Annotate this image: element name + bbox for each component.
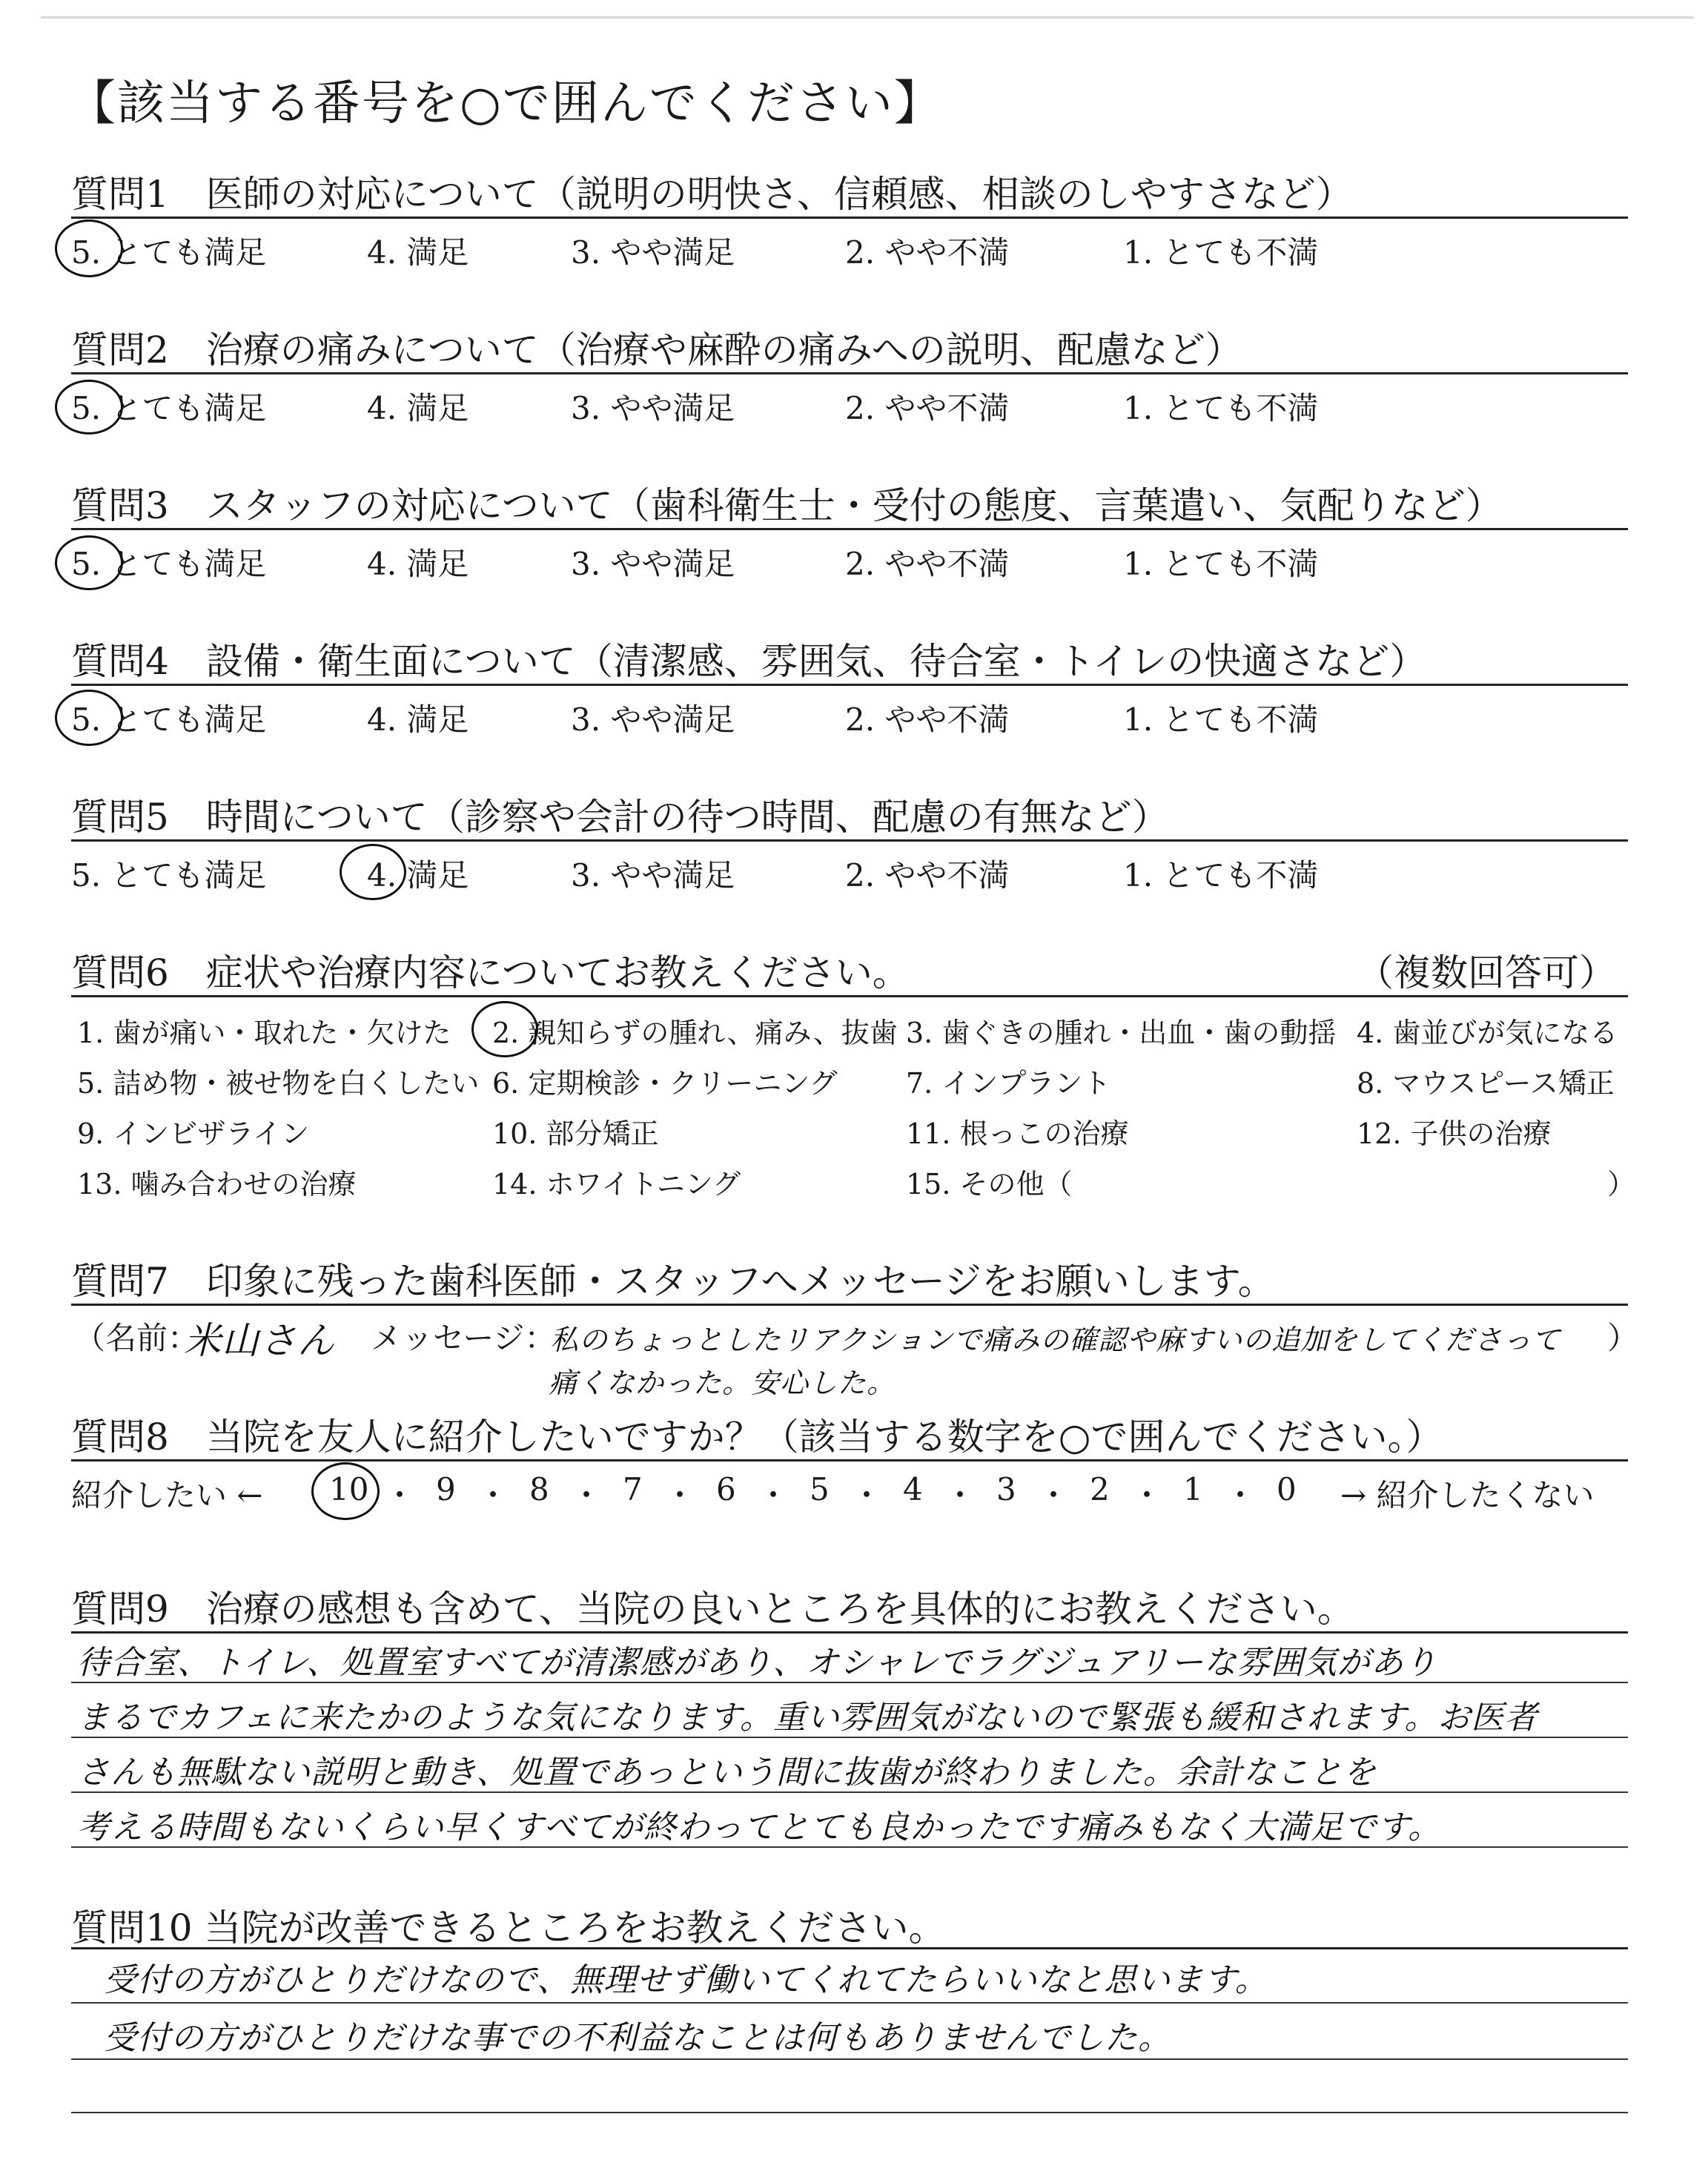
q5-option-3[interactable]: 3. やや満足 [571,857,735,894]
q6-option-10[interactable]: 10. 部分矯正 [492,1117,659,1150]
q9-rule [71,1631,1628,1634]
q1-option-1[interactable]: 1. とても不満 [1123,234,1319,271]
q4-option-4[interactable]: 4. 満足 [367,701,469,738]
q6-title: 質問6 症状や治療内容についてお教えください。 [71,951,910,994]
q5-option-5[interactable]: 5. とても満足 [71,857,267,894]
q8-separator: ・ [384,1477,416,1513]
q7-message-line-2[interactable]: 痛くなかった。安心した。 [549,1367,896,1399]
q8-score-3[interactable]: 3 [996,1471,1016,1507]
q3-option-4[interactable]: 4. 満足 [367,546,469,582]
q9-title: 質問9 治療の感想も含めて、当院の良いところを具体的にお教えください。 [71,1588,1354,1631]
q6-selection-circle [471,1001,538,1057]
page-header: 【該当する番号を○で囲んでください】 [68,76,943,131]
q1-rule [71,217,1628,219]
q8-right-label: → 紹介したくない [1340,1477,1595,1513]
q5-option-4[interactable]: 4. 満足 [367,857,469,894]
q8-separator: ・ [851,1477,883,1513]
q8-score-6[interactable]: 6 [716,1471,736,1507]
q10-answer-line-1[interactable]: 受付の方がひとりだけなので、無理せず働いてくれてたらいいなと思います。 [104,1961,1268,1999]
q3-option-2[interactable]: 2. やや不満 [845,546,1010,582]
q6-option-2[interactable]: 2. 親知らずの腫れ、痛み、抜歯 [492,1017,898,1049]
q6-option-8[interactable]: 8. マウスピース矯正 [1357,1067,1615,1100]
q5-rule [71,839,1628,842]
q6-option-3[interactable]: 3. 歯ぐきの腫れ・出血・歯の動揺 [906,1017,1337,1049]
q6-note: （複数回答可） [1357,951,1616,994]
q9-answer-rule [71,1737,1628,1738]
q8-score-2[interactable]: 2 [1090,1471,1110,1507]
q5-option-2[interactable]: 2. やや不満 [845,857,1010,894]
q8-title: 質問8 当院を友人に紹介したいですか？（該当する数字を○で囲んでください。） [71,1416,1443,1459]
q3-option-3[interactable]: 3. やや満足 [571,546,735,582]
q4-option-5[interactable]: 5. とても満足 [71,701,267,738]
q8-separator: ・ [477,1477,509,1513]
q10-answer-rule [71,2002,1628,2004]
q8-score-5[interactable]: 5 [810,1471,830,1507]
q3-option-1[interactable]: 1. とても不満 [1123,546,1319,582]
q4-option-1[interactable]: 1. とても不満 [1123,701,1319,738]
q2-rule [71,372,1628,374]
q6-option-15[interactable]: 15. その他（ [906,1168,1073,1200]
q7-title: 質問7 印象に残った歯科医師・スタッフへメッセージをお願いします。 [71,1260,1275,1303]
q6-option-9[interactable]: 9. インビザライン [77,1117,310,1150]
q7-message-line-1[interactable]: 私のちょっとしたリアクションで痛みの確認や麻すいの追加をしてくださって [550,1324,1561,1356]
q2-option-4[interactable]: 4. 満足 [367,390,469,426]
q10-answer-line-2[interactable]: 受付の方がひとりだけな事での不利益なことは何もありませんでした。 [104,2019,1171,2057]
q9-answer-line-4[interactable]: 考える時間もないくらい早くすべてが終わってとても良かったです痛みもなく大満足です。 [77,1809,1442,1846]
q8-score-0[interactable]: 0 [1277,1471,1297,1507]
q5-selection-circle [340,844,406,900]
q1-selection-circle [55,219,123,277]
q9-answer-rule [71,1791,1628,1793]
q6-option-11[interactable]: 11. 根っこの治療 [906,1117,1129,1150]
q2-selection-circle [55,380,123,435]
q3-selection-circle [55,535,123,590]
q3-title: 質問3 スタッフの対応について（歯科衛生士・受付の態度、言葉遣い、気配りなど） [71,484,1503,527]
q10-title: 質問10 当院が改善できるところをお教えください。 [71,1906,946,1949]
q6-option-5[interactable]: 5. 詰め物・被せ物を白くしたい [77,1067,480,1100]
q2-option-2[interactable]: 2. やや不満 [845,390,1010,426]
q4-option-2[interactable]: 2. やや不満 [845,701,1010,738]
q3-option-5[interactable]: 5. とても満足 [71,546,267,582]
q8-score-7[interactable]: 7 [623,1471,643,1507]
q2-option-5[interactable]: 5. とても満足 [71,390,267,426]
q7-rule [71,1304,1628,1306]
q4-title: 質問4 設備・衛生面について（清潔感、雰囲気、待合室・トイレの快適さなど） [71,640,1427,683]
q6-option-6[interactable]: 6. 定期検診・クリーニング [492,1067,838,1100]
q8-selection-circle [311,1462,380,1520]
q8-separator: ・ [758,1477,790,1513]
q8-separator: ・ [1038,1477,1070,1513]
q4-option-3[interactable]: 3. やや満足 [571,701,735,738]
q10-answer-rule [71,2058,1628,2060]
q8-score-10[interactable]: 10 [329,1471,369,1507]
q8-separator: ・ [664,1477,696,1513]
q6-option-1[interactable]: 1. 歯が痛い・取れた・欠けた [77,1017,451,1049]
q1-title: 質問1 医師の対応について（説明の明快さ、信頼感、相談のしやすさなど） [71,173,1353,216]
q1-option-2[interactable]: 2. やや不満 [845,234,1010,271]
q6-option-7[interactable]: 7. インプラント [906,1067,1111,1100]
q1-option-4[interactable]: 4. 満足 [367,234,469,271]
q8-score-1[interactable]: 1 [1183,1471,1203,1507]
q6-other-close-paren: ） [1607,1168,1636,1200]
q5-title: 質問5 時間について（診察や会計の待つ時間、配慮の有無など） [71,796,1169,839]
q1-option-3[interactable]: 3. やや満足 [571,234,735,271]
q1-option-5[interactable]: 5. とても満足 [71,234,267,271]
q6-option-12[interactable]: 12. 子供の治療 [1357,1117,1552,1150]
q6-option-13[interactable]: 13. 噛み合わせの治療 [77,1168,357,1200]
q9-answer-line-1[interactable]: 待合室、トイレ、処置室すべてが清潔感があり、オシャレでラグジュアリーな雰囲気があり [77,1644,1437,1682]
q6-option-4[interactable]: 4. 歯並びが気になる [1357,1017,1618,1049]
q10-answer-rule [71,2112,1628,2113]
q6-rule [71,995,1628,997]
q2-title: 質問2 治療の痛みについて（治療や麻酔の痛みへの説明、配慮など） [71,328,1242,371]
q7-close-paren: ） [1607,1320,1639,1356]
q10-rule [71,1947,1628,1949]
q6-option-14[interactable]: 14. ホワイトニング [492,1168,741,1200]
q8-separator: ・ [1225,1477,1257,1513]
q2-option-3[interactable]: 3. やや満足 [571,390,735,426]
q5-option-1[interactable]: 1. とても不満 [1123,857,1319,894]
q4-selection-circle [55,690,123,746]
q8-score-8[interactable]: 8 [529,1471,549,1507]
q2-option-1[interactable]: 1. とても不満 [1123,390,1319,426]
q4-rule [71,684,1628,686]
q9-answer-line-2[interactable]: まるでカフェに来たかのような気になります。重い雰囲気がないので緊張も緩和されます。お医者 [77,1699,1538,1737]
q7-name-label: （名前： [74,1320,199,1356]
q8-left-label: 紹介したい ← [71,1477,263,1513]
q9-answer-rule [71,1682,1628,1683]
q8-score-4[interactable]: 4 [903,1471,923,1507]
q8-separator: ・ [944,1477,976,1513]
q8-rule [71,1459,1628,1462]
q8-separator: ・ [1131,1477,1163,1513]
q7-message-label: メッセージ： [371,1320,556,1356]
q3-rule [71,528,1628,530]
q9-answer-line-3[interactable]: さんも無駄ない説明と動き、処置であっという間に抜歯が終わりました。余計なことを [77,1754,1377,1791]
q8-separator: ・ [571,1477,603,1513]
q8-score-9[interactable]: 9 [436,1471,456,1507]
q7-name-value[interactable]: 米山さん [184,1319,335,1362]
q9-answer-rule [71,1846,1628,1848]
top-edge-line [41,16,1694,19]
